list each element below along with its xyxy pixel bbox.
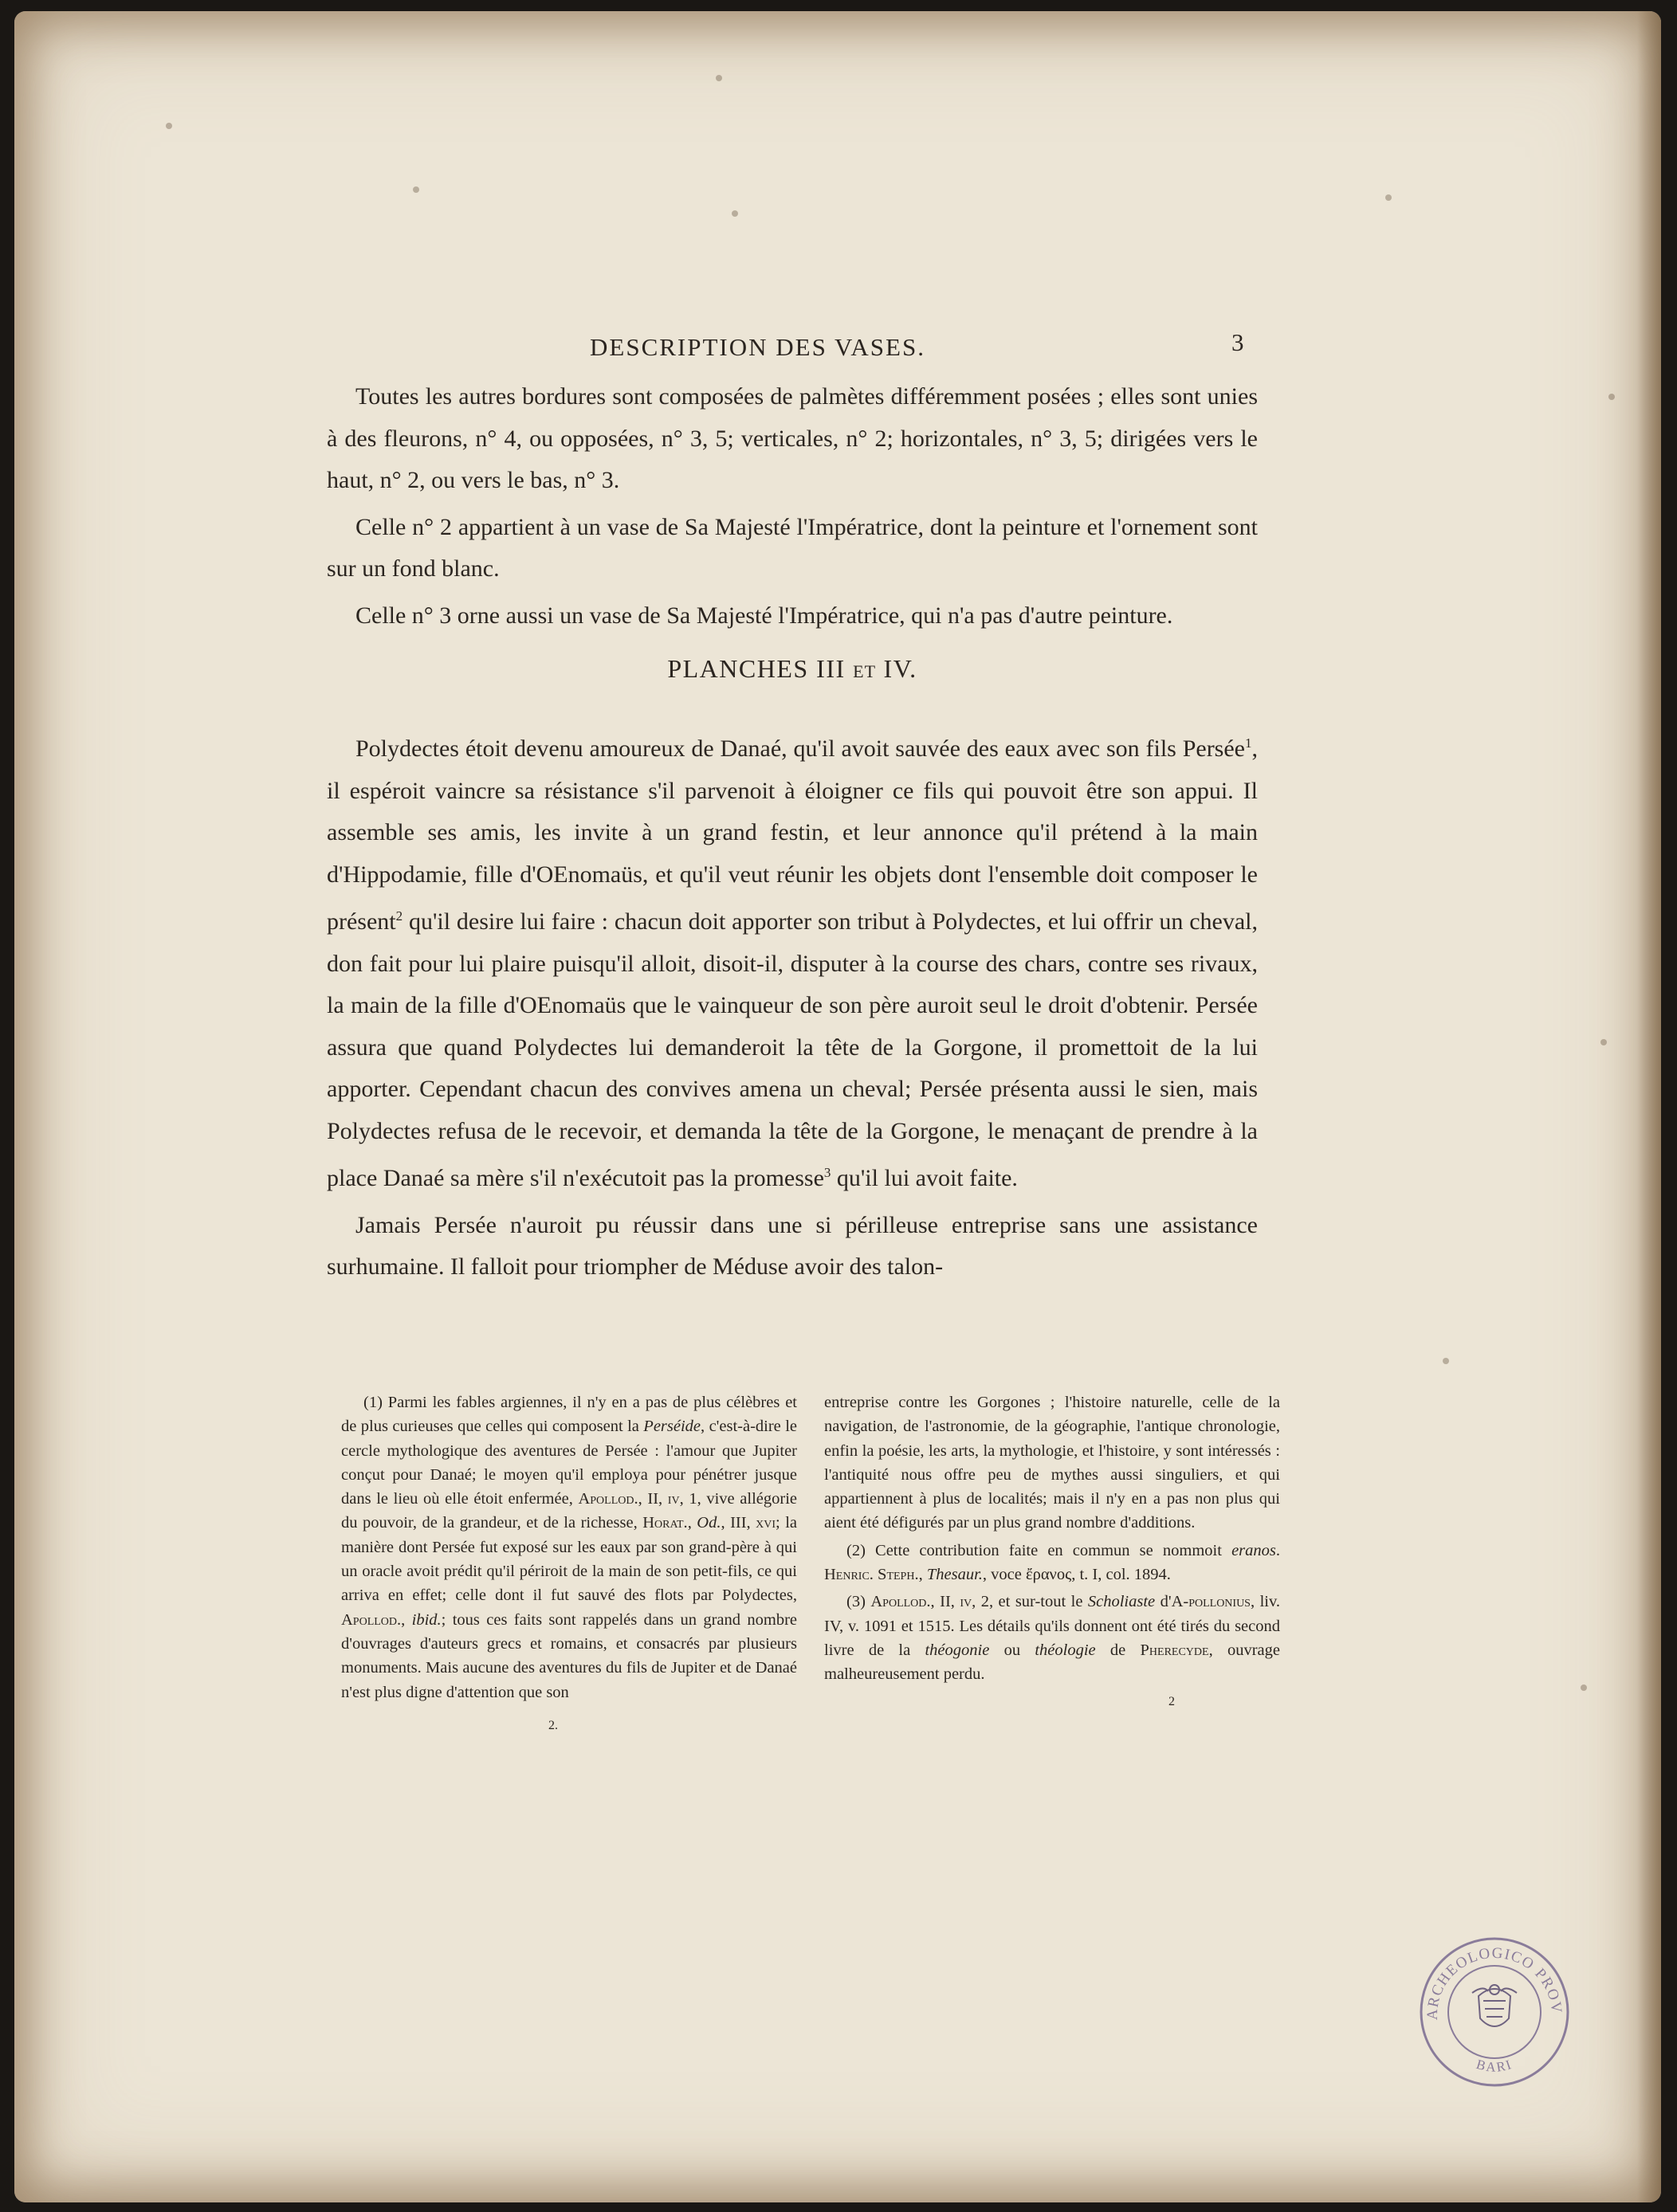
text-run: d' [1155,1593,1172,1611]
coat-of-arms-icon [1472,1985,1517,2026]
paragraph-bordures: Toutes les autres bordures sont composées de palmètes différemment posées ; elles sont unies à des fleurons, n° 4, ou opposées, n° 3, 5; verticales, n° 2; horizontales, n° 3, 5; dirigées vers le haut, n° 2, ou vers le bas, n° 3. [327,383,1258,493]
text-run: ou [989,1641,1035,1659]
paragraph-celle-2: Celle n° 2 appartient à un vase de Sa Majesté l'Impératrice, dont la peinture et l'ornement sont sur un fond blanc. [327,513,1258,582]
text-run: de [1095,1641,1141,1659]
paper-speck [166,123,172,129]
author-abbrev: Apollod. [578,1490,638,1508]
text-run: , 1, vive allégorie du pouvoir, de la grandeur, et de la richesse, [341,1490,797,1532]
stamp-text [1415,1932,1565,2020]
footnote-2 [824,1539,1280,1587]
section-heading-iv: IV. [883,654,917,683]
text-run: , 2, et sur-tout le [972,1593,1088,1611]
text-run: ; tous ces faits sont rappelés dans un grand nombre d'ouvrages d'auteurs grecs et romains, et consacrés par plusieurs monuments. Mais aucune des aventures du fils de Jupiter et de Danaé n'est plus digne d'attention que son [341,1610,798,1701]
paper-speck [413,186,419,193]
stamp-inner-ring [1448,1966,1541,2058]
paragraph-celle-3: Celle n° 3 orne aussi un vase de Sa Majesté l'Impératrice, qui n'a pas d'autre peinture. [355,602,1173,629]
paper-speck [1600,1039,1607,1045]
running-title: DESCRIPTION DES VASES. [590,333,925,361]
footnote-ref-1: 1 [1245,735,1252,751]
text-run: qu'il desire lui faire : chacun doit apporter son tribut à Polydectes, et lui offrir un cheval, don fait pour lui plaire puisqu'il alloit, disoit-il, disputer à la course des chars, contre ses rivaux, la main de la fille d'OEnomaüs que le vainqueur de son père auroit seul le droit d'obtenir. Persée assura que quand Polydectes lui demanderoit la tête de la Gorgone, il promettoit de la lui apporter. Cependant chacun des convives amena un cheval; Persée présenta aussi le sien, mais Polydectes refusa de le recevoir, et demanda la tête de la Gorgone, le menaçant de prendre à la place Danaé sa mère s'il n'exécutoit pas la promesse [327,908,1258,1191]
author-abbrev: Apollod. [870,1593,931,1611]
paper-speck [716,75,722,81]
author-abbrev: Henric. Steph. [824,1566,919,1584]
text-run: , liv. IV, v. 1091 et 1515. Les détails qu'ils donnent ont été tirés du second livre de la [824,1593,1281,1659]
paper-speck [732,210,738,217]
footnote-3 [824,1590,1280,1686]
text-run: , voce ἔρανος, t. I, col. 1894. [982,1566,1171,1584]
footnote-1-continued: entreprise contre les Gorgones ; l'histoire naturelle, celle de la navigation, de l'astronomie, de la géographie, l'antique chronologie, enfin la poésie, les arts, la mythologie, et l'histoire, y sont intéressés : l'antiquité nous offre peu de mythes aussi singuliers, et qui appartiennent à plus de localités; mais il n'y en a pas non plus qui aient été défigurés par un plus grand nombre d'additions. [824,1394,1280,1532]
text-run: (3) [846,1593,871,1611]
italic-run: Perséide [643,1418,701,1436]
text-run: , II, [930,1593,960,1611]
text-run: . [1275,1541,1280,1559]
text-run: , [401,1610,412,1629]
italic-run: Scholiaste [1087,1593,1156,1611]
stamp-city [1475,2057,1514,2075]
text-run: , [687,1514,697,1532]
author-abbrev: Horat. [642,1514,688,1532]
footnotes-left-column [341,1390,797,1738]
text-run: qu'il lui avoit faite. [831,1165,1018,1191]
main-text [327,376,1258,1293]
section-heading-et: ET [853,661,877,681]
paper-speck [1443,1358,1449,1364]
museum-stamp-seal [1415,1932,1574,2092]
text-run: , c'est-à-dire le cercle mythologique des aventures de Persée : l'amour que Jupiter conçut pour Danaé; le moyen qu'il employa pour pénétrer jusque dans le lieu où elle étoit enfermée, [341,1418,797,1508]
text-run: ; la manière dont Persée fut exposé sur les eaux par son grand-père à qui un oracle avoit prédit qu'il périroit de la main de son petit-fils, ce qui arriva en effet; celle dont il fut sauvé des flots par Polydectes, [341,1514,797,1605]
text-run: (1) Parmi les fables argiennes, il n'y en a pas de plus célèbres et de plus curieuses que celles qui composent la [341,1394,797,1436]
author-abbrev: Pherecyde [1140,1641,1209,1659]
text-run: , [918,1566,927,1584]
paper-speck [1608,394,1615,400]
signature-mark-left: 2. [548,1718,558,1732]
italic-run: eranos [1231,1541,1276,1559]
footnote-ref-2: 2 [395,908,403,924]
paper-speck [1385,194,1392,201]
page-number: 3 [1231,328,1244,356]
author-abbrev: Apollod. [341,1610,402,1629]
footnote-1 [341,1390,797,1704]
text-run: Polydectes étoit devenu amoureux de Danaé, qu'il avoit sauvée des eaux avec son fils Persée [355,735,1245,762]
footnote-ref-3: 3 [823,1165,831,1180]
museum-stamp [1415,1932,1574,2092]
section-heading [327,645,1258,696]
paragraph-polydectes [327,723,1258,1200]
paper-speck [1581,1684,1587,1691]
numeral-run: xvi [756,1514,776,1532]
footnotes-right-column [824,1390,1280,1714]
text-run: , ouvrage malheureusement perdu. [824,1641,1280,1684]
section-heading-planches: PLANCHES III [667,654,846,683]
numeral-run: iv [960,1593,972,1611]
running-head [0,328,1677,376]
signature-mark-right: 2 [1168,1694,1175,1708]
author-abbrev: A-pollonius [1171,1593,1251,1611]
numeral-run: iv [667,1490,680,1508]
italic-run: théogonie [925,1641,990,1659]
text-run: , III, [721,1514,756,1532]
italic-run: Od. [697,1514,721,1532]
italic-run: théologie [1035,1641,1096,1659]
italic-run: Thesaur. [926,1566,983,1584]
stamp-city-path: BARI [1475,2056,1515,2075]
paragraph-jamais: Jamais Persée n'auroit pu réussir dans une si périlleuse entreprise sans une assistance surhumaine. Il falloit pour triompher de Méduse avoir des talon- [327,1211,1258,1280]
text-run: (2) Cette contribution faite en commun se nommoit [846,1541,1232,1559]
italic-run: ibid. [411,1610,442,1629]
text-run: , il espéroit vaincre sa résistance s'il parvenoit à éloigner ce fils qui pouvoit être son appui. Il assemble ses amis, les invite à un grand festin, et leur annonce qu'il prétend à la main d'Hippodamie, fille d'OEnomaüs, et qu'il veut réunir les objets dont l'ensemble doit composer le présent [327,735,1258,935]
stamp-text-path: ARCHEOLOGICO PROV [1424,1944,1565,2021]
text-run: , II, [638,1490,668,1508]
